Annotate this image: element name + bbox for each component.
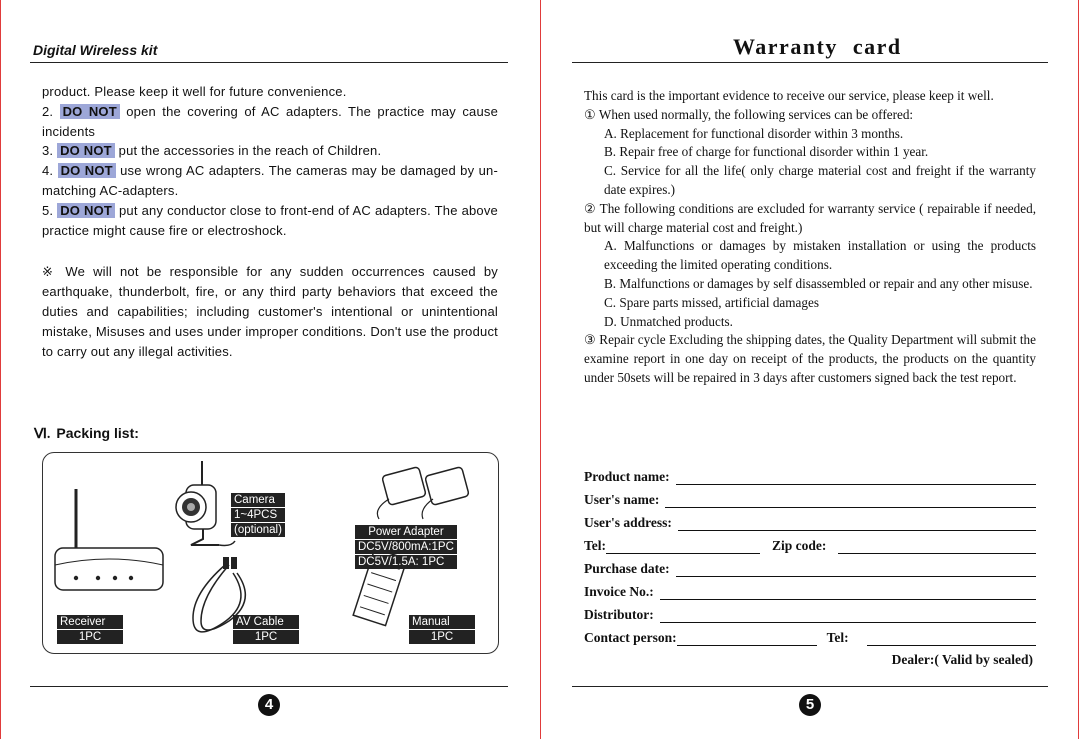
- warranty-terms: [584, 87, 1036, 388]
- page-number-right: 5: [799, 694, 821, 716]
- dealer-note: Dealer:( Valid by sealed): [891, 652, 1033, 667]
- safety-notes: [42, 82, 498, 361]
- note-item: 3. DO NOT put the accessories in the reach of Children.: [42, 143, 382, 159]
- section-2: ② The following conditions are excluded for warranty service ( repairable if needed, but will charge material cost and freight.): [584, 200, 1036, 235]
- power-adapter-icon: [377, 467, 469, 519]
- distributor-row: [584, 600, 1036, 623]
- disclaimer-text: ※ We will not be responsible for any sudden occurrences caused by earthquake, thunderbolt, fire, or any third party behaviors that exceed the duties and capabilities; including customer's intentional or unintentional mistake, Misuses and uses under improper conditions. Don't use the product to carry out any illegal activities.: [42, 264, 498, 359]
- section-1-item: B. Repair free of charge for functional disorder within 1 year.: [604, 144, 929, 160]
- do-not-tag: DO NOT: [57, 203, 115, 218]
- intro-text: product. Please keep it well for future convenience.: [42, 84, 347, 99]
- frame-center-fold: [540, 0, 541, 739]
- do-not-tag: DO NOT: [57, 143, 115, 158]
- title-rule: [572, 62, 1048, 63]
- warranty-intro: This card is the important evidence to receive our service, please keep it well.: [584, 88, 994, 103]
- section-1: ① When used normally, the following services can be offered:: [584, 106, 914, 122]
- power-adapter-label: Power Adapter DC5V/800mA:1PC DC5V/1.5A: 1PC: [355, 525, 457, 570]
- users-name-field[interactable]: [665, 493, 1036, 508]
- receiver-icon: [55, 489, 163, 590]
- do-not-tag: DO NOT: [60, 104, 120, 119]
- footer-rule-right: [572, 686, 1048, 687]
- section-2-item: A. Malfunctions or damages by mistaken installation or using the products exceeding the limited operating conditions.: [604, 238, 1036, 273]
- invoice-field[interactable]: [660, 585, 1036, 600]
- users-name-row: [584, 485, 1036, 508]
- camera-icon: [176, 461, 235, 546]
- footer-rule: [30, 686, 508, 687]
- invoice-row: [584, 577, 1036, 600]
- section-1-item: C. Service for all the life( only charge material cost and freight if the warranty date expires.): [604, 163, 1036, 197]
- note-item: 2. DO NOT open the covering of AC adapters. The practice may cause incidents: [42, 103, 499, 139]
- invoice-label: Invoice No.:: [584, 584, 654, 599]
- frame-left-edge: [0, 0, 1, 739]
- receiver-label: Receiver 1PC: [57, 615, 123, 645]
- page-number-left: 4: [258, 694, 280, 716]
- users-address-label: User's address:: [584, 515, 672, 530]
- manual-label: Manual 1PC: [409, 615, 475, 645]
- product-name-row: [584, 462, 1036, 485]
- tel2-label: Tel:: [826, 630, 849, 645]
- note-item: 4. DO NOT use wrong AC adapters. The cameras may be damaged by un-matching AC-adapters.: [42, 163, 498, 198]
- purchase-date-row: [584, 554, 1036, 577]
- header-rule: [30, 62, 508, 63]
- packing-list-box: [42, 452, 499, 654]
- tel-label: Tel:: [584, 538, 607, 553]
- section-2-item: B. Malfunctions or damages by self disassembled or repair and any other misuse.: [604, 275, 1033, 291]
- section-3: ③ Repair cycle Excluding the shipping dates, the Quality Department will submit the examine report in one day on receipt of the products, the products on the quantity under 50sets will be repaired in 3 days after customers signed back the test report.: [584, 332, 1036, 385]
- product-name-field[interactable]: [676, 470, 1036, 485]
- distributor-field[interactable]: [660, 608, 1036, 623]
- users-address-field[interactable]: [678, 516, 1036, 531]
- note-item: 5. DO NOT put any conductor close to front-end of AC adapters. The above practice might cause fire or electroshock.: [42, 202, 498, 238]
- section-2-item: D. Unmatched products.: [604, 313, 733, 329]
- users-name-label: User's name:: [584, 492, 660, 507]
- contact-label: Contact person:: [584, 630, 677, 645]
- warranty-title: Warranty card: [733, 34, 902, 59]
- tel-zip-row: [584, 531, 1036, 554]
- users-address-row: [584, 508, 1036, 531]
- section-2-item: C. Spare parts missed, artificial damages: [604, 294, 819, 310]
- distributor-label: Distributor:: [584, 607, 654, 622]
- section-1-item: A. Replacement for functional disorder within 3 months.: [604, 125, 904, 141]
- packing-list-heading: Ⅵ. Packing list:: [34, 425, 139, 442]
- camera-label: Camera 1~4PCS (optional): [231, 493, 285, 538]
- zip-label: Zip code:: [772, 538, 827, 553]
- tel-field[interactable]: [606, 539, 760, 554]
- contact-field[interactable]: [677, 631, 817, 646]
- tel2-field[interactable]: [867, 631, 1036, 646]
- do-not-tag: DO NOT: [58, 163, 116, 178]
- left-header: Digital Wireless kit: [33, 42, 158, 58]
- purchase-date-label: Purchase date:: [584, 561, 670, 576]
- contact-row: [584, 623, 1036, 646]
- purchase-date-field[interactable]: [676, 562, 1036, 577]
- warranty-form: [584, 462, 1036, 646]
- product-name-label: Product name:: [584, 469, 670, 484]
- av-cable-label: AV Cable 1PC: [233, 615, 299, 645]
- zip-field[interactable]: [838, 539, 1036, 554]
